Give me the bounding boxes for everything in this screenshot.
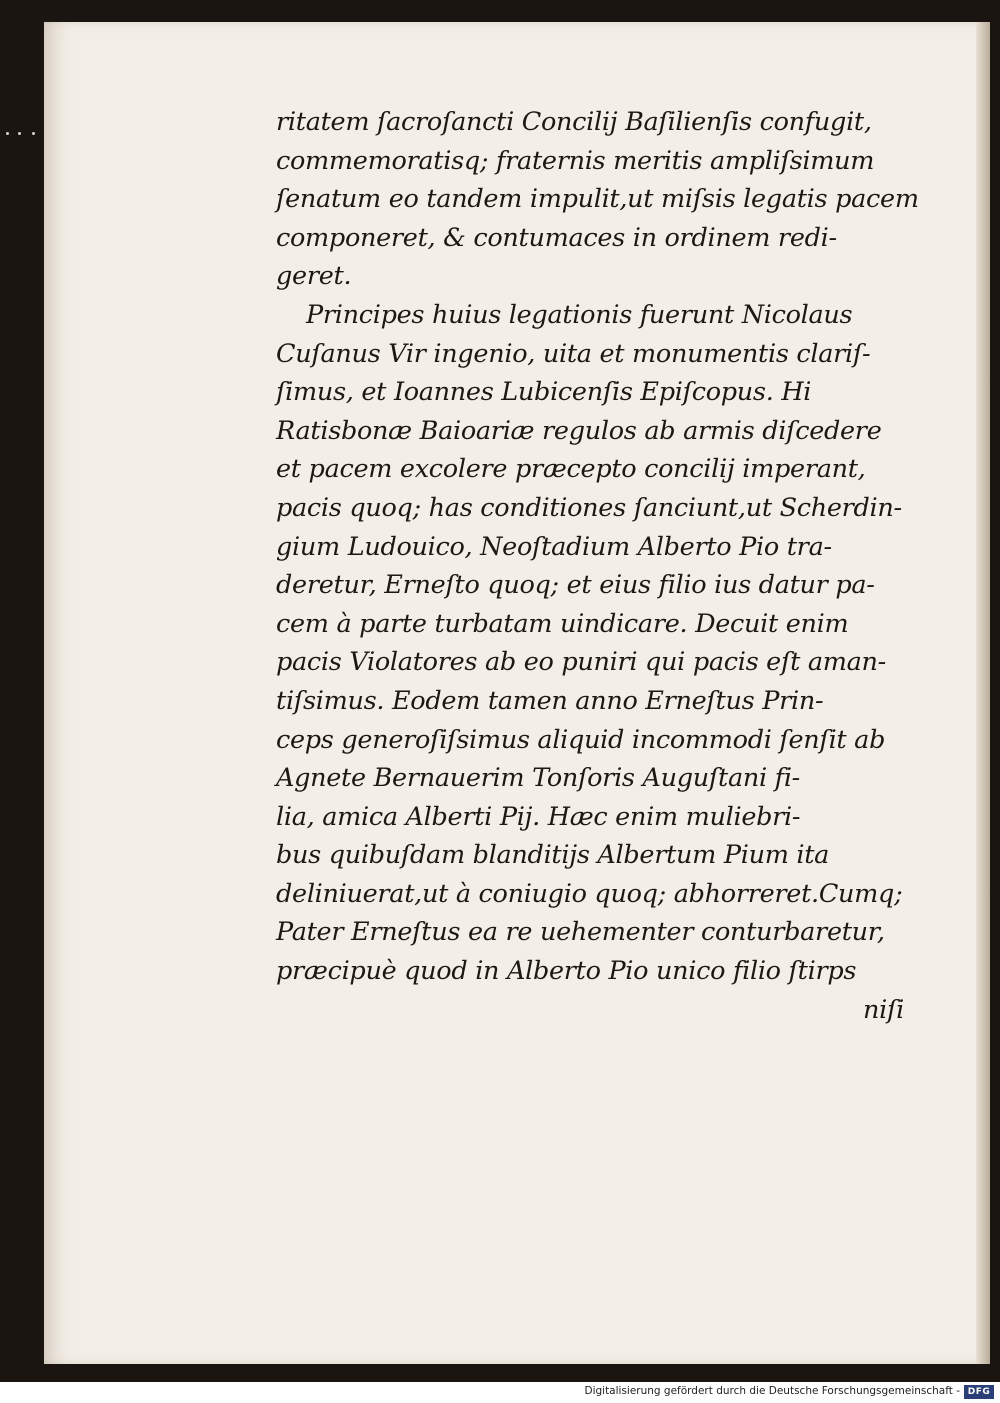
- text-line: pacis Violatores ab eo puniri qui pacis eſt aman-: [276, 647, 886, 678]
- text-line: gium Ludouico, Neoſtadium Alberto Pio tra-: [276, 531, 832, 562]
- text-line: et pacem excolere præcepto concilij imperant,: [276, 454, 866, 485]
- text-line: geret.: [276, 261, 352, 292]
- text-line: tiſsimus. Eodem tamen anno Erneſtus Prin-: [276, 685, 824, 716]
- text-line: bus quibuſdam blanditijs Albertum Pium ita: [276, 840, 830, 871]
- text-line: deretur, Erneſto quoq; et eius filio ius datur pa-: [276, 570, 875, 601]
- text-line: componeret, & contumaces in ordinem redi-: [276, 222, 837, 253]
- text-line: præcipuè quod in Alberto Pio unico filio ſtirps: [276, 956, 857, 987]
- text-line: ſenatum eo tandem impulit,ut miſsis legatis pacem: [276, 184, 919, 215]
- page-edge: [976, 22, 990, 1364]
- text-line: deliniuerat,ut à coniugio quoq; abhorreret.Cumq;: [276, 878, 903, 909]
- text-line: ritatem ſacroſancti Concilij Baſilienſis confugit,: [276, 107, 872, 137]
- text-line: cem à parte turbatam uindicare. Decuit enim: [276, 608, 849, 639]
- text-line: pacis quoq; has conditiones ſanciunt,ut Scherdin-: [276, 492, 902, 523]
- text-line: Cuſanus Vir ingenio, uita et monumentis clariſ-: [276, 338, 871, 369]
- catchword: niſi: [863, 994, 904, 1025]
- dfg-logo: DFG: [964, 1385, 994, 1399]
- text-line: Principes huius legationis fuerunt Nicolaus: [306, 299, 853, 330]
- page-text: [276, 103, 919, 1029]
- text-line: Agnete Bernauerim Tonſoris Auguſtani fi-: [276, 763, 800, 794]
- text-line: Pater Erneſtus ea re uehementer conturbaretur,: [276, 917, 885, 948]
- binding-marks: [4, 120, 44, 150]
- text-line: Ratisbonæ Baioariæ regulos ab armis diſcedere: [276, 415, 882, 446]
- footer-bar: [0, 1382, 1000, 1403]
- funding-credit: Digitalisierung gefördert durch die Deutsche Forschungsgemeinschaft -: [584, 1385, 960, 1397]
- text-line: ceps generoſiſsimus aliquid incommodi ſenſit ab: [276, 724, 886, 755]
- text-line: lia, amica Alberti Pij. Hæc enim muliebri-: [276, 801, 801, 832]
- text-line: commemoratisq; fraternis meritis ampliſsimum: [276, 145, 875, 176]
- text-line: ſimus, et Ioannes Lubicenſis Epiſcopus. Hi: [276, 377, 812, 408]
